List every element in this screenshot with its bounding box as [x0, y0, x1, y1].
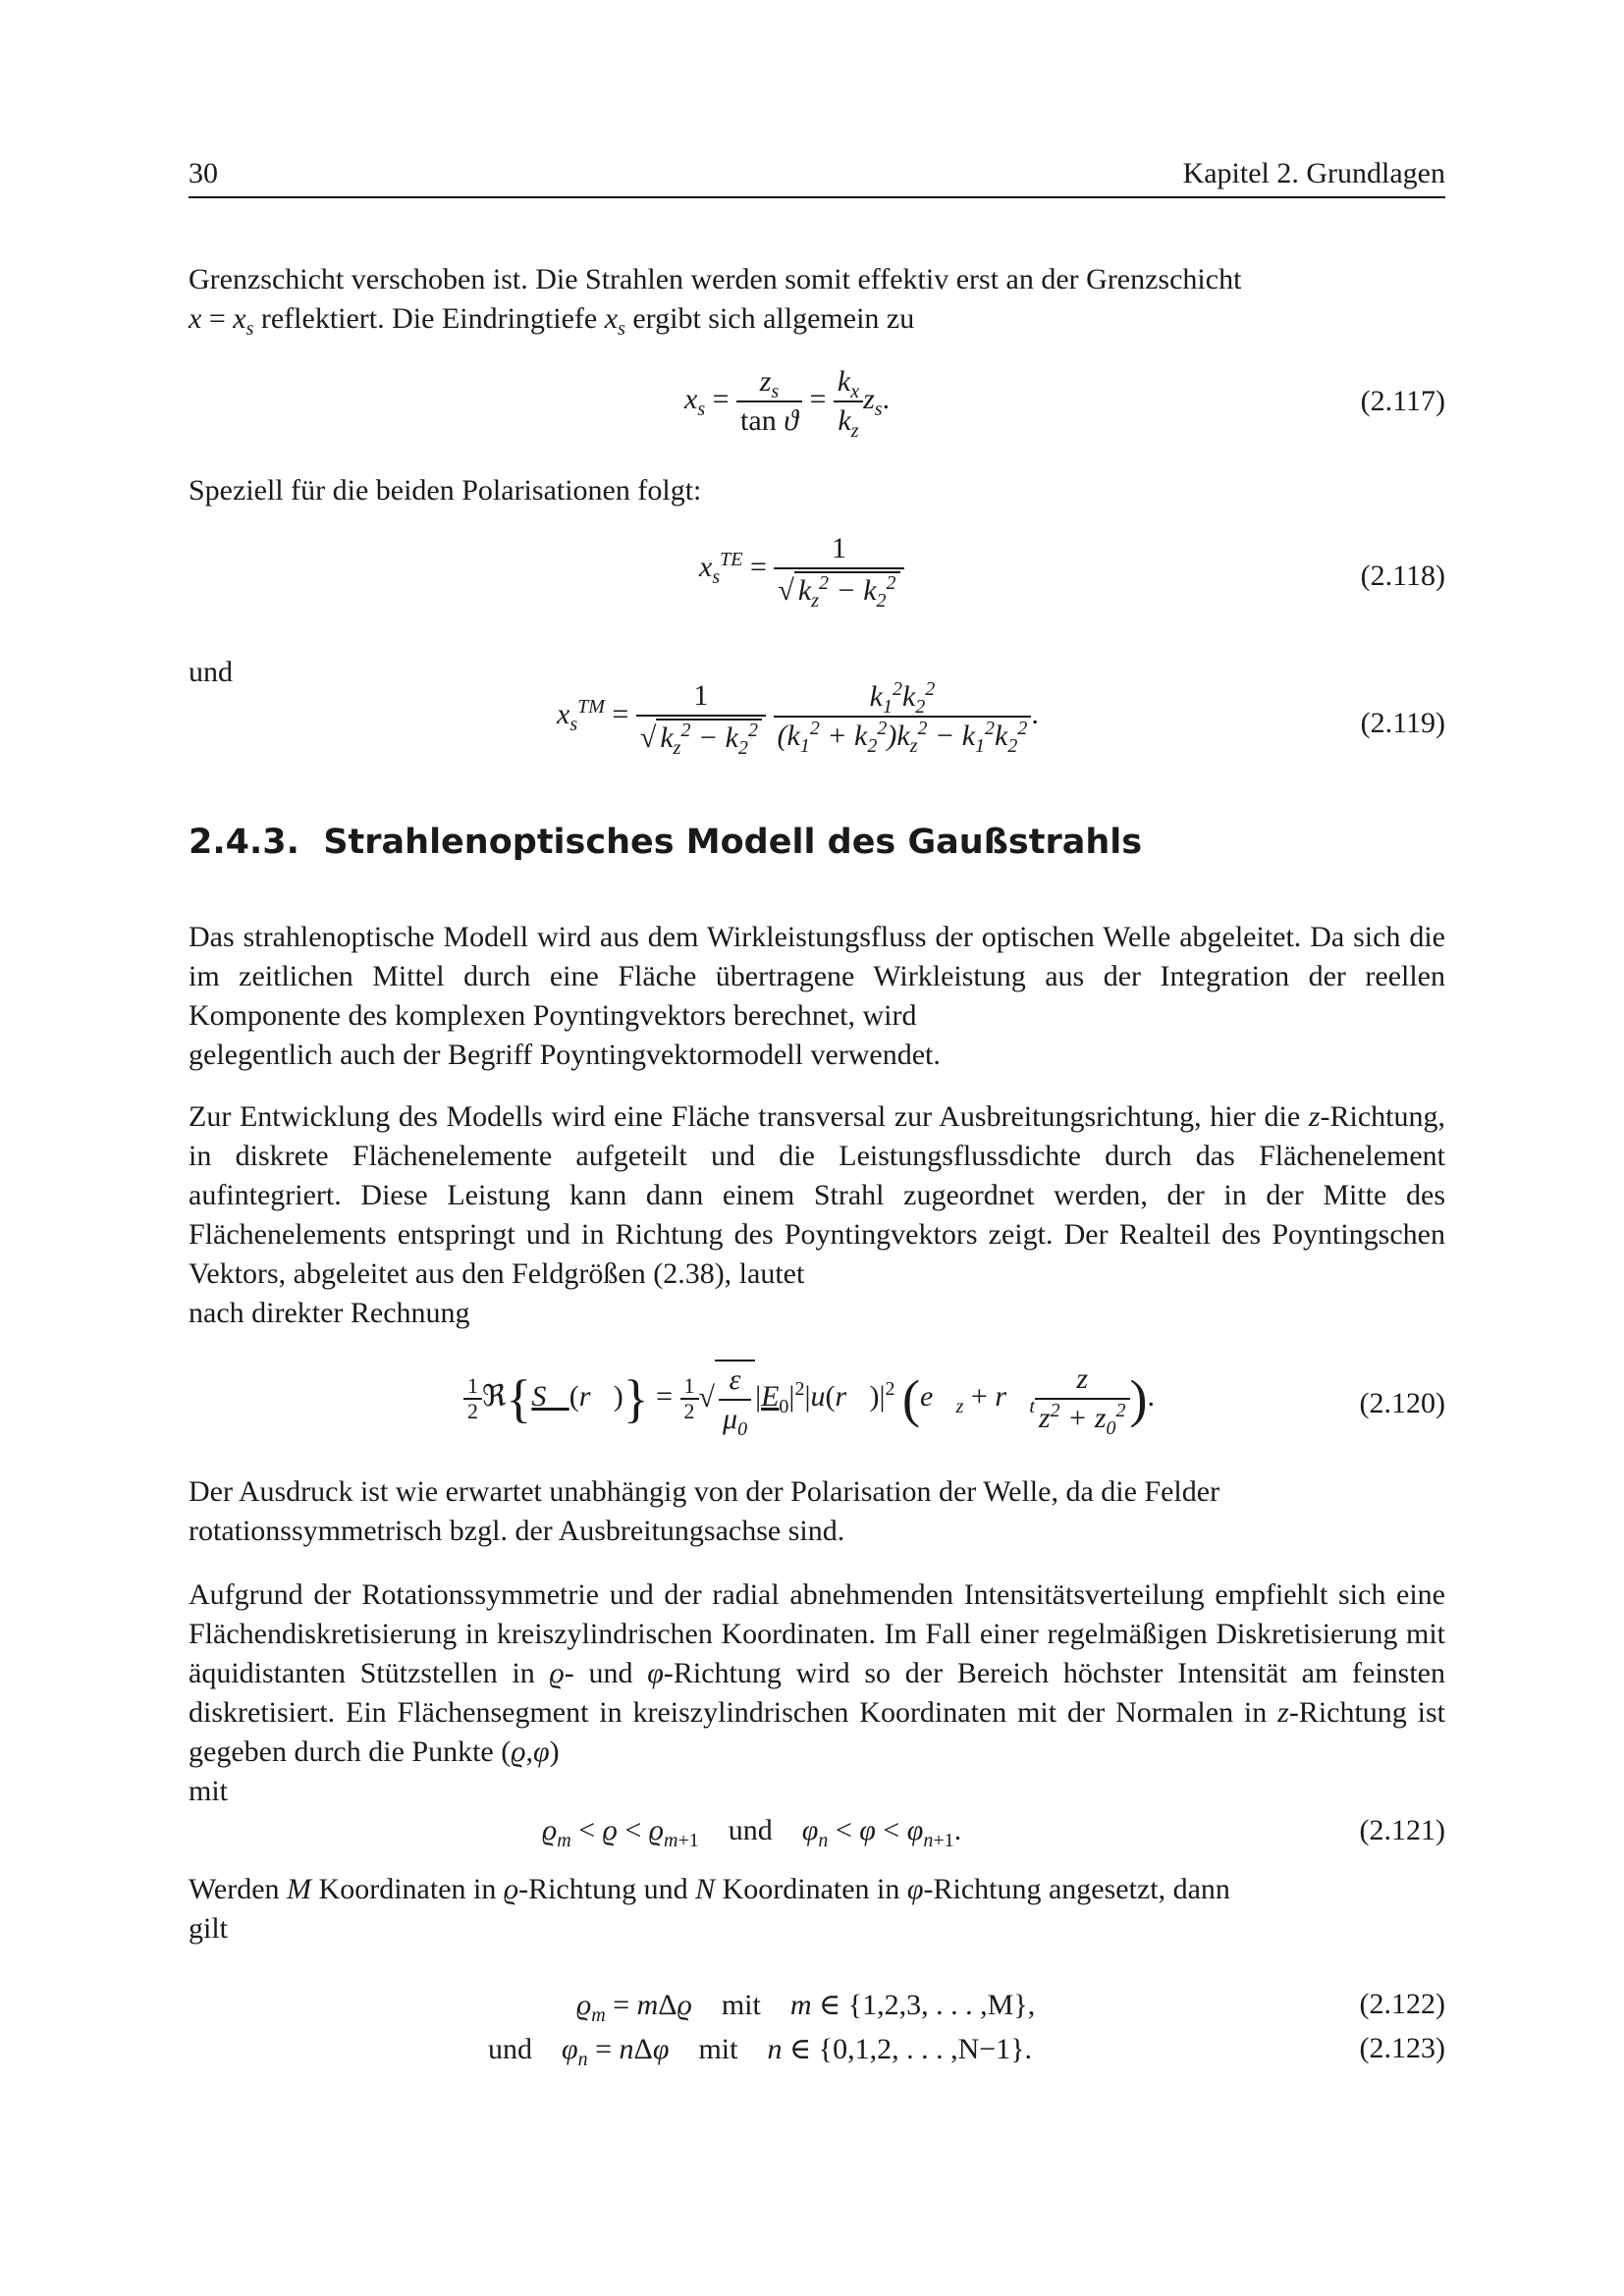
paragraph-1-line-2: $x = x_s$ reflektiert. Die Eindringtiefe $x_s$ ergibt sich allgemein zu — [189, 302, 915, 340]
section-number: 2.4.3. — [189, 823, 299, 862]
paragraph-1-line-1: Grenzschicht verschoben ist. Die Strahlen werden somit effektiv erst an der Grenzschicht — [189, 263, 1242, 295]
equation-number: (2.117) — [1360, 385, 1445, 417]
equation-body: $ϱ_m < ϱ < ϱ_{m+1}$ und $\varphi_n < \varphi < \varphi_{n+1}$. — [542, 1814, 962, 1851]
chapter-title: Kapitel 2. Grundlagen — [1182, 157, 1445, 189]
paragraph-2: Speziell für die beiden Polarisationen folgt: — [189, 474, 702, 507]
equation-number: (2.119) — [1360, 707, 1445, 739]
connector-und: und — [189, 656, 233, 688]
equation-number: (2.118) — [1360, 560, 1445, 592]
section-title: Strahlenoptisches Modell des Gaußstrahls — [323, 823, 1143, 862]
paragraph-7: Werden M Koordinaten in ϱ-Richtung und N Koordinaten in φ-Richtung angesetzt, dann gilt — [189, 1873, 1230, 1945]
page-header — [189, 157, 1445, 198]
paragraph-1 — [189, 260, 1445, 339]
equation-number: (2.123) — [1359, 2032, 1445, 2064]
equation-body: $x_s^{TE}$ = $\frac{1}{√ k_z^2 - k_2^2}$ — [699, 530, 904, 610]
paragraph-3: Das strahlenoptische Modell wird aus dem Wirkleistungsfluss der optischen Welle abgeleitet. Da sich die im zeitlichen Mittel durch eine Fläche übertragene Wirkleistung aus der Integration der reellen Komponente des komplexen Poyntingvektors berechnet, wird gelegentlich auch der Begriff Poyntingvektormodell verwendet. — [189, 921, 1445, 1071]
equation-body: $x_s$ = $\frac{z_s}{\text{tan ϑ}}$ = $\frac{k_x}{k_z}$ $z_s$. — [684, 365, 891, 442]
equation-body: und $\varphi_n = n\Delta\varphi$ mit n ∈ {0,1,2, . . . ,N−1}. — [488, 2033, 1033, 2070]
section-heading — [189, 823, 1142, 862]
equation-2-119 — [189, 677, 1445, 775]
page-number: 30 — [189, 157, 218, 189]
equation-number: (2.120) — [1359, 1387, 1445, 1419]
paragraph-4: Zur Entwicklung des Modells wird eine Fläche transversal zur Ausbreitungsrichtung, hier die z-Richtung, in diskrete Flächenelemente aufgeteilt und die Leistungsflussdichte durch das Flächenelement aufintegriert. Diese Leistung kann dann einem Strahl zugeordnet werden, der in der Mitte des Flächenelements entspringt und in Richtung des Poyntingvektors zeigt. Der Realteil des Poyntingschen Vektors, abgeleitet aus den Feldgrößen (2.38), lautet nach direkter Rechnung — [189, 1100, 1445, 1329]
equation-body: $ϱ_m = m\Delta ϱ$ mit m ∈ {1,2,3, . . . ,M}, — [576, 1989, 1036, 2026]
equation-number: (2.122) — [1359, 1988, 1445, 2020]
equation-2-120 — [189, 1360, 1445, 1458]
equation-2-117 — [189, 363, 1445, 461]
equation-number: (2.121) — [1359, 1814, 1445, 1846]
equation-body: $\frac{1}{2}$ ℜ{S⃗(r⃗)} = $\frac{1}{2}$ √ $\frac{\varepsilon}{\mu_0}$ $|E_0|^2|u(r⃗)|^2$ ($e⃗_z$ + $r⃗_t$ $\frac{z}{z^2 + z_0^2}$ ). — [463, 1360, 1155, 1438]
paragraph-6: Aufgrund der Rotationssymmetrie und der radial abnehmenden Intensitätsverteilung empfiehlt sich eine Flächendiskretisierung in kreiszylindrischen Koordinaten. Im Fall einer regelmäßigen Diskretisierung mit äquidistanten Stützstellen in ϱ- und φ-Richtung wird so der Bereich höchster Intensität am feinsten diskretisiert. Ein Flächensegment in kreiszylindrischen Koordinaten mit der Normalen in z-Richtung ist gegeben durch die Punkte (ϱ,φ) mit — [189, 1578, 1445, 1807]
equation-2-118 — [189, 530, 1445, 628]
equation-body: $x_s™$ = $\frac{1}{√ k_z^2 - k_2^2}$ $\frac{k_1^2k_2^2}{(k_1^2 + k_2^2)k_z^2 - k_1^2k_2^2}$ . — [557, 678, 1039, 759]
equation-2-123 — [189, 2032, 1445, 2130]
paragraph-5: Der Ausdruck ist wie erwartet unabhängig von der Polarisation der Welle, da die Felder rotationssymmetrisch bzgl. der Ausbreitungsachse sind. — [189, 1475, 1220, 1547]
